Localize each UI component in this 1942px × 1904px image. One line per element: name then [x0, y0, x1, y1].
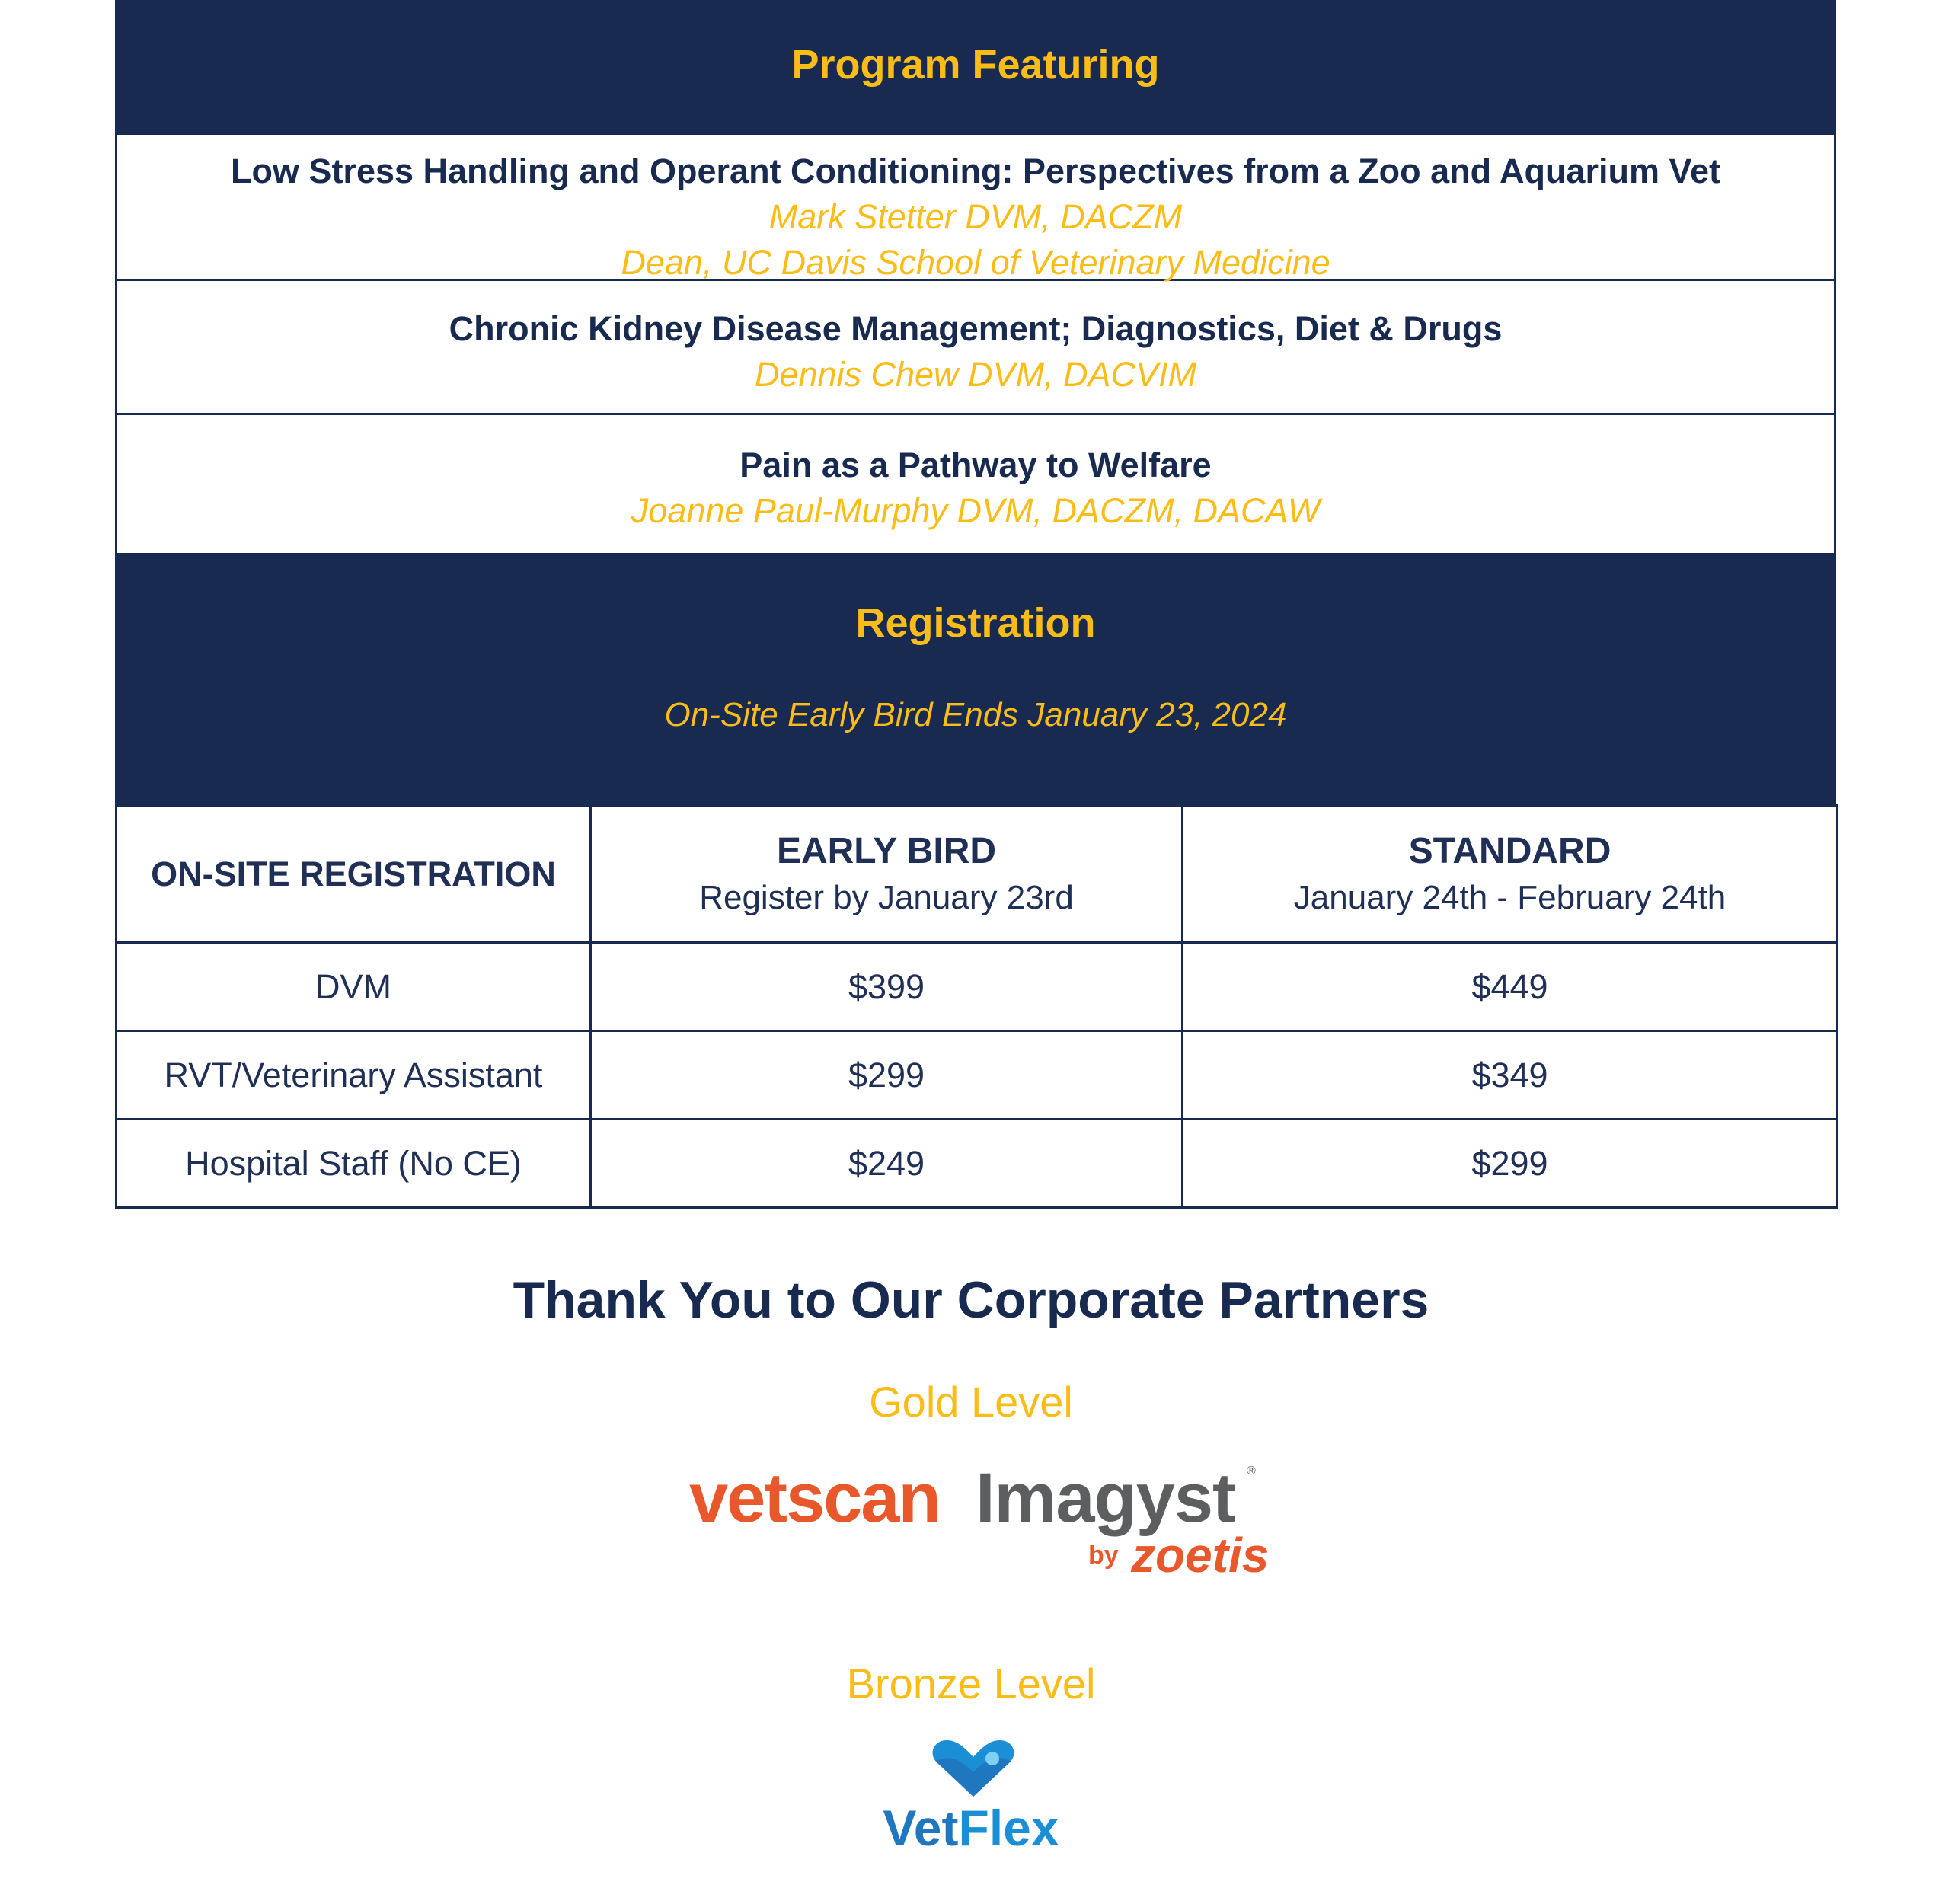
early-bird-price: $399: [591, 943, 1183, 1031]
logo-by-text: by: [1088, 1541, 1119, 1570]
row-label: DVM: [117, 943, 591, 1031]
standard-date: January 24th - February 24th: [1293, 878, 1726, 916]
standard-price: $449: [1183, 943, 1838, 1031]
session-item: [115, 415, 1836, 555]
logo-vet-text: Vet: [883, 1800, 959, 1856]
standard-title: STANDARD: [1408, 830, 1611, 871]
early-bird-title: EARLY BIRD: [776, 830, 997, 871]
standard-price: $349: [1183, 1031, 1838, 1120]
row-label: RVT/Veterinary Assistant: [117, 1031, 591, 1120]
session-speaker: Mark Stetter DVM, DACZM: [768, 197, 1183, 236]
logo-imagyst-text: Imagyst: [976, 1459, 1235, 1537]
vetflex-heart-icon: [931, 1739, 1015, 1798]
early-bird-price: $249: [591, 1120, 1183, 1208]
registration-fee-table: [115, 804, 1838, 1209]
session-speaker-role: Dean, UC Davis School of Veterinary Medicine: [621, 243, 1330, 282]
session-title: Pain as a Pathway to Welfare: [739, 446, 1212, 484]
session-speaker: Dennis Chew DVM, DACVIM: [754, 355, 1197, 394]
vetflex-logo-text: [0, 1799, 1942, 1857]
program-heading: Program Featuring: [791, 42, 1160, 88]
registration-header: [115, 555, 1836, 804]
table-row: [117, 943, 1838, 1031]
table-header-row: [117, 806, 1838, 943]
early-bird-date: Register by January 23rd: [699, 878, 1074, 916]
table-row: [117, 1120, 1838, 1208]
table-row: [117, 1031, 1838, 1120]
row-label: Hospital Staff (No CE): [117, 1120, 591, 1208]
session-title: Low Stress Handling and Operant Conditioning: Perspectives from a Zoo and Aquarium Vet: [230, 152, 1721, 190]
logo-zoetis-text: zoetis: [1131, 1528, 1270, 1583]
registration-subheading: On-Site Early Bird Ends January 23, 2024: [664, 696, 1287, 733]
program-header: [115, 0, 1836, 135]
bronze-level-label: Bronze Level: [846, 1660, 1096, 1708]
standard-price: $299: [1183, 1120, 1838, 1208]
registration-heading: Registration: [855, 600, 1096, 646]
session-title: Chronic Kidney Disease Management; Diagnostics, Diet & Drugs: [449, 309, 1503, 348]
registered-mark: ®: [1247, 1465, 1256, 1478]
logo-vetscan-text: vetscan: [689, 1459, 940, 1537]
early-bird-price: $299: [591, 1031, 1183, 1120]
session-item: [115, 281, 1836, 415]
column-header-registration: ON-SITE REGISTRATION: [117, 806, 591, 943]
session-item: [115, 135, 1836, 281]
logo-flex-text: Flex: [958, 1800, 1059, 1856]
vetscan-imagyst-logo: [689, 1458, 1268, 1596]
gold-level-label: Gold Level: [869, 1378, 1073, 1426]
partners-heading: Thank You to Our Corporate Partners: [513, 1271, 1429, 1329]
column-header-early-bird: [591, 806, 1183, 943]
session-speaker: Joanne Paul-Murphy DVM, DACZM, DACAW: [631, 491, 1321, 530]
column-header-standard: [1183, 806, 1838, 943]
program-card: [115, 0, 1836, 1209]
